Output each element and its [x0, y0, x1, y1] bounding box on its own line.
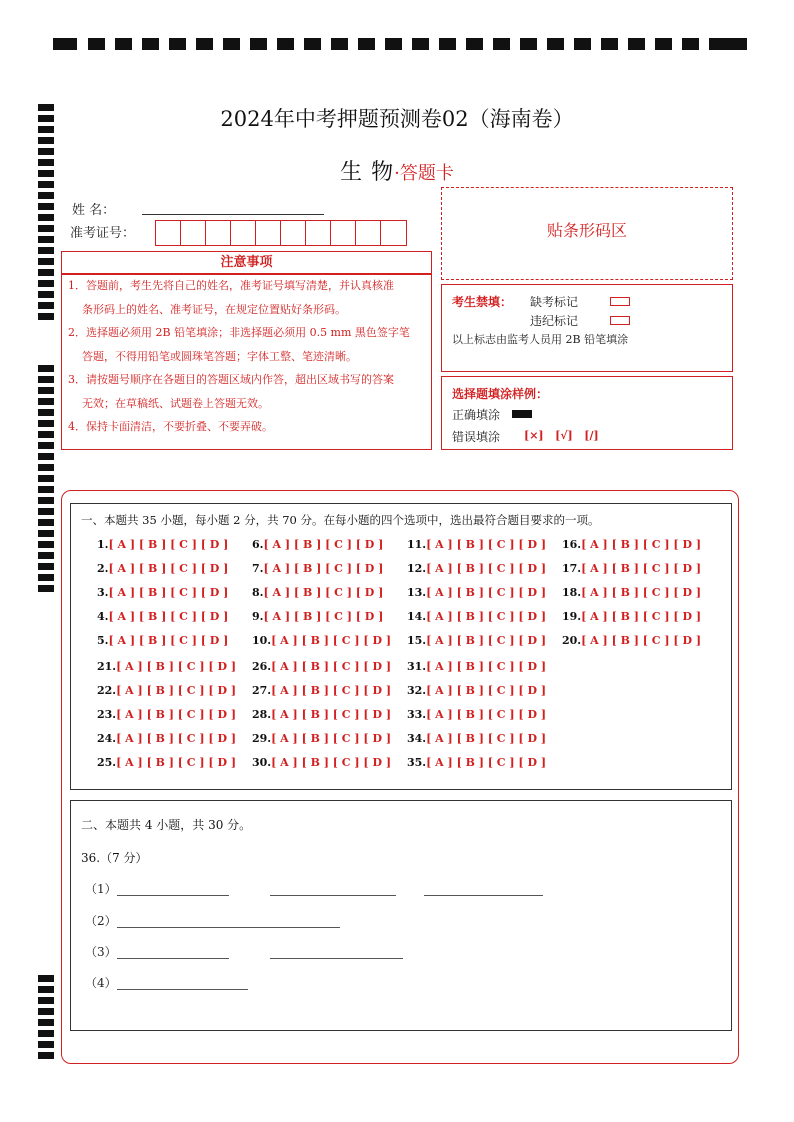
question-number: 4.: [97, 610, 109, 623]
ban-label: 考生禁填：: [452, 295, 513, 309]
timing-mark: [520, 38, 537, 50]
question-34-options[interactable]: [407, 732, 546, 745]
option-bubbles[interactable]: [ A ] [ B ] [ C ] [ D ]: [271, 708, 392, 721]
option-bubbles[interactable]: [ A ] [ B ] [ C ] [ D ]: [581, 538, 702, 551]
question-6-options[interactable]: [252, 538, 383, 551]
option-bubbles[interactable]: [ A ] [ B ] [ C ] [ D ]: [426, 586, 547, 599]
timing-mark: [38, 508, 54, 515]
violation-mark-box[interactable]: [610, 316, 630, 325]
side-timing-marks-bottom: [38, 975, 56, 1063]
question-number: 18.: [562, 586, 582, 599]
option-bubbles[interactable]: [ A ] [ B ] [ C ] [ D ]: [263, 538, 384, 551]
question-10-options[interactable]: [252, 634, 391, 647]
timing-mark: [38, 997, 54, 1004]
question-12-options[interactable]: [407, 562, 546, 575]
timing-mark: [223, 38, 240, 50]
part-4-label: （4）: [85, 976, 117, 990]
timing-mark: [385, 38, 402, 50]
violation-mark-label: 违纪标记: [530, 314, 579, 328]
name-input-line[interactable]: [142, 213, 324, 215]
part-3-label: （3）: [85, 945, 117, 959]
timing-mark: [38, 1008, 54, 1015]
question-number: 29.: [252, 732, 272, 745]
fill-sample-box: [441, 376, 733, 450]
question-number: 22.: [97, 684, 117, 697]
option-bubbles[interactable]: [ A ] [ B ] [ C ] [ D ]: [116, 732, 237, 745]
exam-title: 2024年中考押题预测卷02（海南卷）: [220, 107, 574, 131]
question-number: 1.: [97, 538, 109, 551]
option-bubbles[interactable]: [ A ] [ B ] [ C ] [ D ]: [426, 756, 547, 769]
option-bubbles[interactable]: [ A ] [ B ] [ C ] [ D ]: [108, 538, 229, 551]
question-number: 12.: [407, 562, 427, 575]
question-1-options[interactable]: [97, 538, 228, 551]
wrong-fill-samples: [×] [√] [/]: [524, 429, 599, 442]
id-digit-box[interactable]: [231, 221, 256, 245]
subject-suffix: ·答题卡: [394, 163, 454, 184]
timing-mark: [38, 203, 54, 210]
question-7-options[interactable]: [252, 562, 383, 575]
notice-line: 2．选择题必须用 2B 铅笔填涂；非选择题必须用 0.5 mm 黑色签字笔: [68, 326, 410, 339]
id-digit-box[interactable]: [306, 221, 331, 245]
answer-line[interactable]: [117, 988, 248, 990]
question-number: 20.: [562, 634, 582, 647]
id-digit-box[interactable]: [256, 221, 281, 245]
option-bubbles[interactable]: [ A ] [ B ] [ C ] [ D ]: [116, 660, 237, 673]
question-number: 28.: [252, 708, 272, 721]
timing-mark: [88, 38, 105, 50]
id-digit-box[interactable]: [356, 221, 381, 245]
question-number: 23.: [97, 708, 117, 721]
option-bubbles[interactable]: [ A ] [ B ] [ C ] [ D ]: [426, 684, 547, 697]
option-bubbles[interactable]: [ A ] [ B ] [ C ] [ D ]: [271, 756, 392, 769]
question-number: 6.: [252, 538, 264, 551]
absent-mark-label: 缺考标记: [530, 295, 579, 309]
timing-mark: [38, 269, 54, 276]
option-bubbles[interactable]: [ A ] [ B ] [ C ] [ D ]: [426, 538, 547, 551]
timing-mark: [38, 137, 54, 144]
timing-mark: [38, 442, 54, 449]
option-bubbles[interactable]: [ A ] [ B ] [ C ] [ D ]: [581, 634, 702, 647]
timing-mark: [38, 486, 54, 493]
option-bubbles[interactable]: [ A ] [ B ] [ C ] [ D ]: [426, 634, 547, 647]
option-bubbles[interactable]: [ A ] [ B ] [ C ] [ D ]: [271, 732, 392, 745]
question-27-options[interactable]: [252, 684, 391, 697]
option-bubbles[interactable]: [ A ] [ B ] [ C ] [ D ]: [263, 610, 384, 623]
timing-mark: [38, 585, 54, 592]
timing-mark: [38, 1041, 54, 1048]
question-number: 26.: [252, 660, 272, 673]
question-number: 30.: [252, 756, 272, 769]
question-20-options[interactable]: [562, 634, 701, 647]
option-bubbles[interactable]: [ A ] [ B ] [ C ] [ D ]: [271, 684, 392, 697]
timing-mark: [38, 214, 54, 221]
timing-mark: [38, 291, 54, 298]
question-number: 14.: [407, 610, 427, 623]
question-17-options[interactable]: [562, 562, 701, 575]
section1-heading: 一、本题共 35 小题，每小题 2 分，共 70 分。在每小题的四个选项中，选出最符合题目要求的一项。: [81, 513, 600, 527]
notice-line: 3．请按题号顺序在各题目的答题区域内作答，超出区域书写的答案: [68, 373, 394, 386]
option-bubbles[interactable]: [ A ] [ B ] [ C ] [ D ]: [108, 562, 229, 575]
timing-mark: [250, 38, 267, 50]
question-number: 16.: [562, 538, 582, 551]
name-label: 姓 名：: [72, 203, 116, 218]
question-28-options[interactable]: [252, 708, 391, 721]
question-8-options[interactable]: [252, 586, 383, 599]
timing-mark: [412, 38, 429, 50]
question-number: 2.: [97, 562, 109, 575]
id-digit-box[interactable]: [381, 221, 406, 245]
question-11-options[interactable]: [407, 538, 546, 551]
question-number: 17.: [562, 562, 582, 575]
question-number: 19.: [562, 610, 582, 623]
timing-mark: [547, 38, 564, 50]
option-bubbles[interactable]: [ A ] [ B ] [ C ] [ D ]: [271, 634, 392, 647]
subject-title: [0, 155, 794, 186]
answer-line[interactable]: [117, 894, 229, 896]
answer-line[interactable]: [117, 926, 340, 928]
correct-fill-label: 正确填涂: [452, 408, 501, 422]
question-15-options[interactable]: [407, 634, 546, 647]
timing-mark: [439, 38, 456, 50]
id-label: 准考证号：: [70, 226, 136, 241]
question-25-options[interactable]: [97, 756, 236, 769]
timing-mark: [38, 975, 54, 982]
question-4-options[interactable]: [97, 610, 228, 623]
timing-mark: [38, 431, 54, 438]
question-number: 35.: [407, 756, 427, 769]
timing-mark: [38, 365, 54, 372]
notice-line: 4．保持卡面清洁，不要折叠、不要弄破。: [68, 420, 273, 433]
option-bubbles[interactable]: [ A ] [ B ] [ C ] [ D ]: [426, 708, 547, 721]
question-21-options[interactable]: [97, 660, 236, 673]
timing-mark: [115, 38, 132, 50]
option-bubbles[interactable]: [ A ] [ B ] [ C ] [ D ]: [108, 610, 229, 623]
question-number: 15.: [407, 634, 427, 647]
side-timing-marks-middle: [38, 365, 56, 596]
option-bubbles[interactable]: [ A ] [ B ] [ C ] [ D ]: [581, 610, 702, 623]
id-digit-box[interactable]: [331, 221, 356, 245]
answer-line[interactable]: [424, 894, 543, 896]
top-timing-marks: [53, 38, 748, 52]
question-number: 25.: [97, 756, 117, 769]
timing-mark: [196, 38, 213, 50]
option-bubbles[interactable]: [ A ] [ B ] [ C ] [ D ]: [426, 562, 547, 575]
timing-mark: [38, 986, 54, 993]
notice-line: 答题，不得用铅笔或圆珠笔答题；字体工整、笔迹清晰。: [82, 349, 357, 363]
question-number: 27.: [252, 684, 272, 697]
question-32-options[interactable]: [407, 684, 546, 697]
question-36-label: 36.（7 分）: [81, 851, 148, 865]
question-number: 5.: [97, 634, 109, 647]
timing-mark: [38, 552, 54, 559]
timing-mark: [38, 530, 54, 537]
timing-mark: [682, 38, 699, 50]
timing-mark: [38, 475, 54, 482]
question-30-options[interactable]: [252, 756, 391, 769]
timing-mark: [38, 453, 54, 460]
correct-fill-sample: [512, 410, 532, 418]
timing-mark: [493, 38, 510, 50]
barcode-area: 贴条形码区: [441, 187, 733, 280]
question-9-options[interactable]: [252, 610, 383, 623]
option-bubbles[interactable]: [ A ] [ B ] [ C ] [ D ]: [426, 732, 547, 745]
timing-mark: [38, 258, 54, 265]
question-26-options[interactable]: [252, 660, 391, 673]
timing-mark: [304, 38, 321, 50]
question-22-options[interactable]: [97, 684, 236, 697]
notice-line: 无效；在草稿纸、试题卷上答题无效。: [82, 396, 269, 410]
id-digit-box[interactable]: [156, 221, 181, 245]
id-digit-box[interactable]: [181, 221, 206, 245]
question-19-options[interactable]: [562, 610, 701, 623]
timing-mark: [38, 236, 54, 243]
timing-mark: [38, 225, 54, 232]
timing-mark: [38, 280, 54, 287]
notice-body: [61, 273, 432, 450]
timing-mark: [53, 38, 77, 50]
question-number: 13.: [407, 586, 427, 599]
answer-line[interactable]: [270, 894, 396, 896]
timing-mark: [38, 387, 54, 394]
timing-mark: [466, 38, 483, 50]
notice-line: 1．答题前，考生先将自己的姓名，准考证号填写清楚，并认真核准: [68, 279, 394, 292]
question-23-options[interactable]: [97, 708, 236, 721]
timing-mark: [723, 38, 747, 50]
question-number: 24.: [97, 732, 117, 745]
question-number: 33.: [407, 708, 427, 721]
absent-mark-box[interactable]: [610, 297, 630, 306]
timing-mark: [169, 38, 186, 50]
timing-mark: [38, 519, 54, 526]
question-24-options[interactable]: [97, 732, 236, 745]
notice-heading: 注意事项: [61, 251, 432, 275]
timing-mark: [38, 192, 54, 199]
question-18-options[interactable]: [562, 586, 701, 599]
question-33-options[interactable]: [407, 708, 546, 721]
question-number: 7.: [252, 562, 264, 575]
question-number: 10.: [252, 634, 272, 647]
option-bubbles[interactable]: [ A ] [ B ] [ C ] [ D ]: [116, 684, 237, 697]
timing-mark: [38, 464, 54, 471]
question-number: 21.: [97, 660, 117, 673]
question-35-options[interactable]: [407, 756, 546, 769]
free-response-section: [70, 800, 732, 1031]
timing-mark: [38, 1052, 54, 1059]
timing-mark: [142, 38, 159, 50]
option-bubbles[interactable]: [ A ] [ B ] [ C ] [ D ]: [426, 610, 547, 623]
timing-mark: [277, 38, 294, 50]
option-bubbles[interactable]: [ A ] [ B ] [ C ] [ D ]: [108, 634, 229, 647]
timing-mark: [38, 497, 54, 504]
question-3-options[interactable]: [97, 586, 228, 599]
question-number: 32.: [407, 684, 427, 697]
option-bubbles[interactable]: [ A ] [ B ] [ C ] [ D ]: [116, 708, 237, 721]
timing-mark: [628, 38, 645, 50]
timing-mark: [38, 376, 54, 383]
option-bubbles[interactable]: [ A ] [ B ] [ C ] [ D ]: [426, 660, 547, 673]
timing-mark: [655, 38, 672, 50]
question-2-options[interactable]: [97, 562, 228, 575]
option-bubbles[interactable]: [ A ] [ B ] [ C ] [ D ]: [108, 586, 229, 599]
id-digit-box[interactable]: [206, 221, 231, 245]
timing-mark: [38, 398, 54, 405]
question-5-options[interactable]: [97, 634, 228, 647]
answer-line[interactable]: [270, 957, 403, 959]
option-bubbles[interactable]: [ A ] [ B ] [ C ] [ D ]: [581, 586, 702, 599]
candidate-ban-box: [441, 284, 733, 372]
timing-mark: [38, 247, 54, 254]
subject-name: 生 物: [340, 160, 395, 185]
question-14-options[interactable]: [407, 610, 546, 623]
multiple-choice-section: [70, 503, 732, 790]
timing-mark: [38, 420, 54, 427]
timing-mark: [38, 313, 54, 320]
timing-mark: [38, 563, 54, 570]
option-bubbles[interactable]: [ A ] [ B ] [ C ] [ D ]: [271, 660, 392, 673]
question-16-options[interactable]: [562, 538, 701, 551]
timing-mark: [38, 148, 54, 155]
exam-id-boxes[interactable]: [155, 220, 407, 246]
timing-mark: [38, 1030, 54, 1037]
question-29-options[interactable]: [252, 732, 391, 745]
timing-mark: [601, 38, 618, 50]
timing-mark: [38, 541, 54, 548]
part-2-label: （2）: [85, 914, 117, 928]
timing-mark: [38, 302, 54, 309]
wrong-fill-label: 错误填涂: [452, 430, 501, 444]
question-13-options[interactable]: [407, 586, 546, 599]
answer-line[interactable]: [117, 957, 229, 959]
option-bubbles[interactable]: [ A ] [ B ] [ C ] [ D ]: [263, 562, 384, 575]
question-number: 11.: [407, 538, 427, 551]
id-digit-box[interactable]: [281, 221, 306, 245]
question-number: 3.: [97, 586, 109, 599]
option-bubbles[interactable]: [ A ] [ B ] [ C ] [ D ]: [116, 756, 237, 769]
question-number: 34.: [407, 732, 427, 745]
ban-note: 以上标志由监考人员用 2B 铅笔填涂: [452, 333, 629, 346]
question-number: 9.: [252, 610, 264, 623]
notice-line: 条形码上的姓名、准考证号，在规定位置贴好条形码。: [82, 302, 346, 316]
timing-mark: [38, 574, 54, 581]
part-1-label: （1）: [85, 882, 117, 896]
option-bubbles[interactable]: [ A ] [ B ] [ C ] [ D ]: [581, 562, 702, 575]
question-number: 31.: [407, 660, 427, 673]
timing-mark: [331, 38, 348, 50]
sample-label: 选择题填涂样例：: [452, 387, 549, 401]
section2-heading: 二、本题共 4 小题，共 30 分。: [81, 818, 252, 832]
timing-mark: [574, 38, 591, 50]
timing-mark: [38, 409, 54, 416]
side-timing-marks-top: [38, 104, 56, 324]
option-bubbles[interactable]: [ A ] [ B ] [ C ] [ D ]: [263, 586, 384, 599]
question-31-options[interactable]: [407, 660, 546, 673]
timing-mark: [358, 38, 375, 50]
question-number: 8.: [252, 586, 264, 599]
timing-mark: [38, 1019, 54, 1026]
